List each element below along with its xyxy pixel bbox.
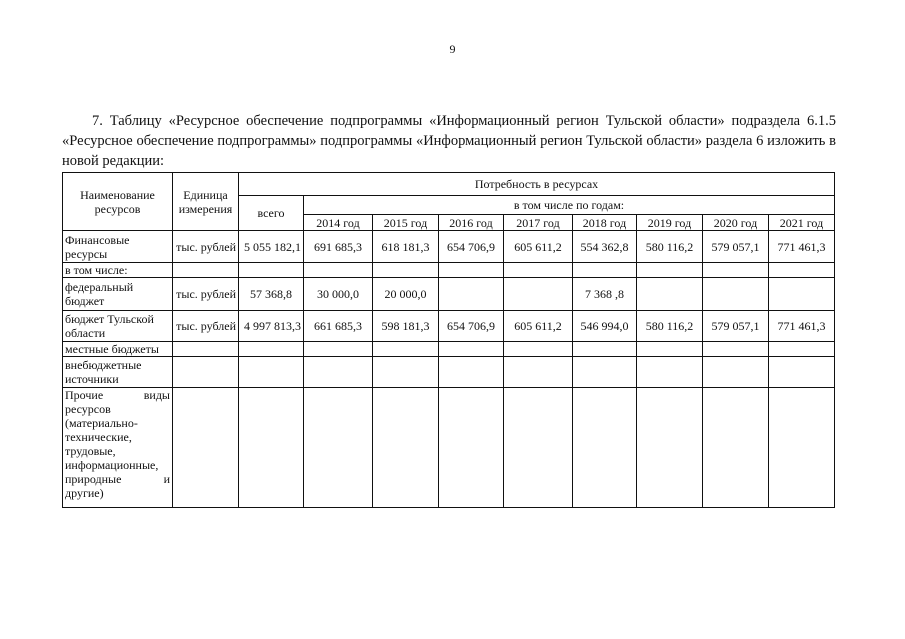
header-year: 2016 год bbox=[439, 215, 504, 231]
header-year: 2017 год bbox=[504, 215, 573, 231]
row-value bbox=[504, 278, 573, 311]
row-value bbox=[373, 357, 439, 388]
row-name: внебюджетные источники bbox=[63, 357, 173, 388]
row-value bbox=[769, 388, 835, 508]
table-row bbox=[63, 231, 835, 263]
intro-paragraph: 7. Таблицу «Ресурсное обеспечение подпрограммы «Информационный регион Тульской области» подраздела 6.1.5 «Ресурсное обеспечение подпрограммы» подпрограммы «Информационный регион Тульской области» раздела 6 изложить в новой редакции: bbox=[62, 112, 836, 169]
table-row bbox=[63, 311, 835, 342]
row-unit bbox=[173, 388, 239, 508]
row-value: 30 000,0 bbox=[304, 278, 373, 311]
row-value: 598 181,3 bbox=[373, 311, 439, 342]
row-value bbox=[304, 342, 373, 357]
header-year: 2019 год bbox=[637, 215, 703, 231]
row-value bbox=[573, 357, 637, 388]
header-year: 2014 год bbox=[304, 215, 373, 231]
row-value: 554 362,8 bbox=[573, 231, 637, 263]
header-unit: Единица измерения bbox=[173, 173, 239, 231]
row-value: 605 611,2 bbox=[504, 311, 573, 342]
row-unit: тыс. рублей bbox=[173, 278, 239, 311]
table-row bbox=[63, 263, 835, 278]
row-value: 691 685,3 bbox=[304, 231, 373, 263]
row-value bbox=[304, 357, 373, 388]
row-value bbox=[703, 357, 769, 388]
table-row bbox=[63, 342, 835, 357]
row-value: 771 461,3 bbox=[769, 311, 835, 342]
row-name: местные бюджеты bbox=[63, 342, 173, 357]
header-total: всего bbox=[239, 196, 304, 231]
row-value bbox=[373, 388, 439, 508]
page-number: 9 bbox=[449, 42, 456, 56]
row-name: в том числе: bbox=[63, 263, 173, 278]
row-name: Прочие виды ресурсов (материально-технические, трудовые, информационные, природные и другие) bbox=[63, 388, 173, 508]
row-value: 661 685,3 bbox=[304, 311, 373, 342]
row-value bbox=[703, 388, 769, 508]
row-value: 618 181,3 bbox=[373, 231, 439, 263]
row-value bbox=[769, 357, 835, 388]
row-value bbox=[703, 278, 769, 311]
row-value bbox=[439, 342, 504, 357]
row-value bbox=[703, 342, 769, 357]
row-value bbox=[573, 388, 637, 508]
row-value bbox=[769, 342, 835, 357]
row-name: Финансовые ресурсы bbox=[63, 231, 173, 263]
row-value bbox=[439, 357, 504, 388]
table-row bbox=[63, 357, 835, 388]
row-value: 546 994,0 bbox=[573, 311, 637, 342]
header-name: Наименование ресурсов bbox=[63, 173, 173, 231]
row-unit bbox=[173, 342, 239, 357]
row-value: 771 461,3 bbox=[769, 231, 835, 263]
row-value bbox=[439, 278, 504, 311]
table-row bbox=[63, 278, 835, 311]
row-value bbox=[637, 278, 703, 311]
row-value bbox=[304, 388, 373, 508]
row-total: 4 997 813,3 bbox=[239, 311, 304, 342]
row-total bbox=[239, 388, 304, 508]
row-value bbox=[637, 388, 703, 508]
row-value: 654 706,9 bbox=[439, 311, 504, 342]
row-value: 605 611,2 bbox=[504, 231, 573, 263]
row-value: 580 116,2 bbox=[637, 231, 703, 263]
row-unit bbox=[173, 357, 239, 388]
row-total bbox=[239, 357, 304, 388]
header-year: 2021 год bbox=[769, 215, 835, 231]
row-unit: тыс. рублей bbox=[173, 311, 239, 342]
table-row bbox=[63, 388, 835, 508]
row-value bbox=[373, 342, 439, 357]
row-value: 579 057,1 bbox=[703, 311, 769, 342]
row-value bbox=[504, 388, 573, 508]
row-unit: тыс. рублей bbox=[173, 231, 239, 263]
row-name: бюджет Тульской области bbox=[63, 311, 173, 342]
header-byyear: в том числе по годам: bbox=[304, 196, 835, 215]
resource-table bbox=[62, 172, 835, 508]
row-value: 580 116,2 bbox=[637, 311, 703, 342]
header-year: 2020 год bbox=[703, 215, 769, 231]
row-value bbox=[637, 342, 703, 357]
row-name: федеральный бюджет bbox=[63, 278, 173, 311]
row-value bbox=[504, 357, 573, 388]
row-value bbox=[769, 278, 835, 311]
row-value bbox=[439, 388, 504, 508]
row-value: 654 706,9 bbox=[439, 231, 504, 263]
row-value: 7 368 ,8 bbox=[573, 278, 637, 311]
row-value bbox=[637, 357, 703, 388]
header-need: Потребность в ресурсах bbox=[239, 173, 835, 196]
header-year: 2015 год bbox=[373, 215, 439, 231]
row-value bbox=[573, 342, 637, 357]
row-total bbox=[239, 342, 304, 357]
row-value: 20 000,0 bbox=[373, 278, 439, 311]
row-total: 5 055 182,1 bbox=[239, 231, 304, 263]
header-year: 2018 год bbox=[573, 215, 637, 231]
row-value bbox=[504, 342, 573, 357]
row-total: 57 368,8 bbox=[239, 278, 304, 311]
row-value: 579 057,1 bbox=[703, 231, 769, 263]
